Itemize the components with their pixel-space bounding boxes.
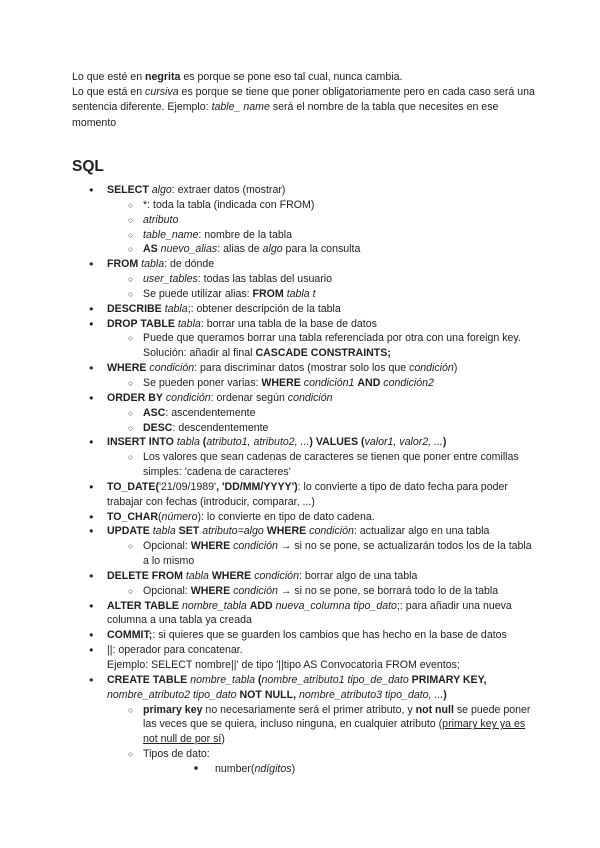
sublist: [107, 198, 532, 257]
keyword: DESCRIBE: [107, 302, 162, 315]
text: es porque se pone eso tal cual, nunca cambia.: [180, 71, 403, 83]
keyword: WHERE: [107, 362, 147, 375]
list-item-delete-from: [72, 569, 532, 599]
argument: tabla: [152, 525, 176, 538]
text: (: [158, 510, 162, 523]
description: ;: para añadir una nueva columna a una tabla ya creada: [107, 599, 512, 627]
keyword: (: [202, 436, 207, 449]
description: ||: operador para concatenar.: [107, 644, 243, 657]
argument: condición: [309, 525, 354, 538]
description: Tipos de dato:: [143, 748, 210, 761]
argument: número: [161, 510, 198, 523]
argument: tabla: [141, 258, 165, 271]
argument: tabla t: [286, 287, 316, 300]
description: : descendentemente: [172, 421, 269, 434]
keyword: ADD: [249, 599, 273, 612]
keyword: SET: [178, 525, 200, 538]
argument: condición: [254, 569, 299, 582]
keyword: primary key: [143, 703, 203, 716]
argument: valor1, valor2, ...: [364, 436, 443, 449]
sublist-item: [107, 421, 532, 436]
sub-sublist-item: [143, 762, 532, 777]
argument: tabla: [185, 569, 209, 582]
argument: nombre_atributo1 tipo_de_dato: [261, 673, 409, 686]
description: Opcional:: [143, 584, 191, 597]
sublist: [107, 376, 532, 391]
keyword: COMMIT;: [107, 629, 153, 642]
description: : todas las tablas del usuario: [197, 273, 333, 286]
sublist-item: [107, 539, 532, 569]
list-item-to-date: [72, 480, 532, 510]
description: : de dónde: [164, 258, 215, 271]
sublist: [107, 272, 532, 302]
argument: tabla: [176, 436, 200, 449]
list-item-describe: [72, 302, 532, 317]
keyword: TO_DATE(: [107, 480, 159, 493]
description: : lo convierte a tipo de dato fecha para poder trabajar con fechas (introducir, comparar, ...): [107, 480, 508, 508]
description: : ordenar según: [210, 391, 288, 404]
keyword: SELECT: [107, 184, 149, 196]
sublist-item: [107, 376, 532, 391]
sublist-item: [107, 228, 532, 243]
list-item-order-by: [72, 391, 532, 436]
sublist: [107, 703, 532, 777]
argument: nueva_columna tipo_dato: [275, 599, 397, 612]
description: : si quieres que se guarden los cambios que has hecho en la base de datos: [152, 629, 507, 642]
text: Lo que esté en: [72, 71, 146, 83]
sublist-item: [107, 450, 532, 480]
section-heading: SQL: [72, 158, 104, 175]
description: : actualizar algo en una tabla: [353, 525, 490, 538]
argument: nuevo_alias: [160, 243, 218, 256]
keyword: INSERT INTO: [107, 436, 174, 449]
argument: nombre_tabla: [190, 673, 255, 686]
sublist: [107, 450, 532, 480]
description: Puede que queramos borrar una tabla referenciada por otra con una foreign key. Solución: añadir al final: [143, 332, 521, 360]
description: Se pueden poner varias:: [143, 376, 262, 389]
keyword: UPDATE: [107, 525, 150, 538]
list-item-drop-table: [72, 317, 532, 362]
description: ): [453, 362, 458, 375]
keyword: NOT NULL,: [239, 688, 297, 701]
keyword: ORDER BY: [107, 391, 163, 404]
argument: algo: [262, 243, 283, 256]
description: para la consulta: [282, 243, 361, 256]
text: será el nombre de la tabla que necesites en ese momento: [72, 101, 499, 129]
description: : extraer datos (mostrar): [171, 184, 286, 196]
description: ;: obtener descripción de la tabla: [187, 302, 341, 315]
example-text: Ejemplo: SELECT nombre||' de tipo '||tipo AS Convocatoria FROM eventos;: [107, 659, 460, 671]
argument: atributo: [143, 213, 179, 226]
argument: ndígitos: [254, 762, 292, 775]
argument: condición: [409, 362, 454, 375]
description: Opcional:: [143, 540, 191, 553]
list-item-from: [72, 257, 532, 302]
description: : borrar algo de una tabla: [298, 569, 418, 582]
keyword: PRIMARY KEY,: [411, 673, 487, 686]
keyword: WHERE: [261, 376, 301, 389]
sub-sublist: [143, 762, 532, 777]
sublist-item: [107, 747, 532, 777]
text: number(: [215, 762, 255, 775]
argument: condición: [149, 362, 195, 375]
list-item-create-table: [72, 673, 532, 777]
argument: condición2: [383, 376, 434, 389]
intro-line-2: [72, 85, 542, 131]
keyword: TO_CHAR: [107, 510, 159, 523]
sublist: [107, 539, 532, 569]
description: : nombre de la tabla: [198, 228, 293, 241]
sublist-item: [107, 331, 532, 361]
description: : borrar una tabla de la base de datos: [200, 317, 377, 330]
keyword: DESC: [143, 421, 173, 434]
keyword: WHERE: [190, 584, 231, 597]
argument: condición: [233, 540, 278, 553]
keyword: FROM: [252, 287, 284, 300]
description: no necesariamente será el primer atributo, y: [202, 703, 416, 716]
argument: nombre_atributo3 tipo_dato,: [298, 688, 432, 701]
value: '21/09/1989': [159, 480, 217, 493]
keyword: , 'DD/MM/YYYY'): [216, 480, 298, 493]
text: es porque se tiene que poner obligatoriamente pero en cada caso será una sentencia diferente. Ejemplo:: [72, 86, 535, 114]
keyword: WHERE: [266, 525, 307, 538]
list-item-alter-table: [72, 599, 532, 629]
keyword: DROP TABLE: [107, 317, 175, 330]
keyword: ASC: [143, 406, 166, 419]
keyword: DELETE FROM: [107, 569, 183, 582]
description: Se puede utilizar alias:: [143, 287, 253, 300]
sublist-item: [107, 287, 532, 302]
argument: nombre_atributo2 tipo_dato: [107, 688, 237, 701]
argument: condición1: [303, 376, 355, 389]
keyword: ) VALUES (: [309, 436, 365, 449]
argument: atributo=algo: [202, 525, 264, 538]
keyword: FROM: [107, 258, 139, 271]
keyword: CREATE TABLE: [107, 673, 188, 686]
list-item-concat-example: [72, 658, 532, 673]
keyword: ): [442, 436, 447, 449]
sublist-item: [107, 242, 532, 257]
sublist: [107, 406, 532, 436]
italic-text: cursiva: [145, 86, 179, 99]
description: ): lo convierte en tipo de dato cadena.: [197, 510, 375, 523]
intro-paragraph: [72, 70, 542, 131]
sublist-item: [107, 584, 532, 599]
sql-command-list: [72, 183, 532, 777]
keyword: AS: [143, 243, 158, 256]
list-item-commit: [72, 628, 532, 643]
argument: user_tables: [143, 273, 198, 286]
keyword: ): [443, 688, 447, 701]
text: Lo que está en: [72, 86, 146, 99]
sublist: [107, 331, 532, 361]
list-item-where: [72, 361, 532, 391]
italic-text: table_ name: [211, 101, 270, 114]
list-item-select: [72, 183, 532, 257]
keyword: AND: [357, 376, 381, 389]
keyword: WHERE: [211, 569, 252, 582]
argument: tabla: [164, 302, 188, 315]
description: : ascendentemente: [165, 406, 256, 419]
sublist: [107, 584, 532, 599]
description: → si no se pone, se actualizarán todos los de la tabla a lo mismo: [143, 540, 532, 568]
description: → si no se pone, se borrará todo lo de la tabla: [277, 584, 499, 597]
list-item-update: [72, 524, 532, 569]
bold-text: negrita: [145, 71, 181, 83]
list-item-insert-into: [72, 435, 532, 480]
intro-line-1: [72, 70, 542, 85]
keyword: (: [257, 673, 262, 686]
description: *: toda la tabla (indicada con FROM): [143, 198, 315, 211]
text: ): [291, 762, 296, 775]
description: : alias de: [217, 243, 263, 256]
argument: table_name: [143, 228, 199, 241]
list-item-concat: [72, 643, 532, 658]
argument: condición: [165, 391, 211, 404]
sublist-item: [107, 272, 532, 287]
text: ): [221, 733, 225, 746]
argument: atributo1, atributo2, ...: [206, 436, 310, 449]
description: : para discriminar datos (mostrar solo los que: [194, 362, 410, 375]
list-item-to-char: [72, 510, 532, 525]
argument: condición: [233, 584, 278, 597]
keyword: not null: [415, 703, 454, 716]
argument: tabla: [177, 317, 201, 330]
argument: condición: [287, 391, 333, 404]
description: se puede poner las veces que se quiera, incluso ninguna, en cualquier atributo (: [143, 703, 531, 731]
sublist-item: [107, 213, 532, 228]
keyword: CASCADE CONSTRAINTS;: [255, 347, 391, 360]
sublist-item: [107, 198, 532, 213]
argument: ...: [434, 688, 444, 701]
sublist-item: [107, 406, 532, 421]
underlined-text: primary key ya es not null de por sí: [143, 718, 526, 746]
argument: nombre_tabla: [181, 599, 247, 612]
description: Los valores que sean cadenas de caracteres se tienen que poner entre comillas simples: 'cadena de caracteres': [143, 451, 519, 479]
keyword: ALTER TABLE: [107, 599, 179, 612]
keyword: WHERE: [190, 540, 231, 553]
sublist-item: [107, 703, 532, 748]
argument: algo: [151, 184, 172, 196]
